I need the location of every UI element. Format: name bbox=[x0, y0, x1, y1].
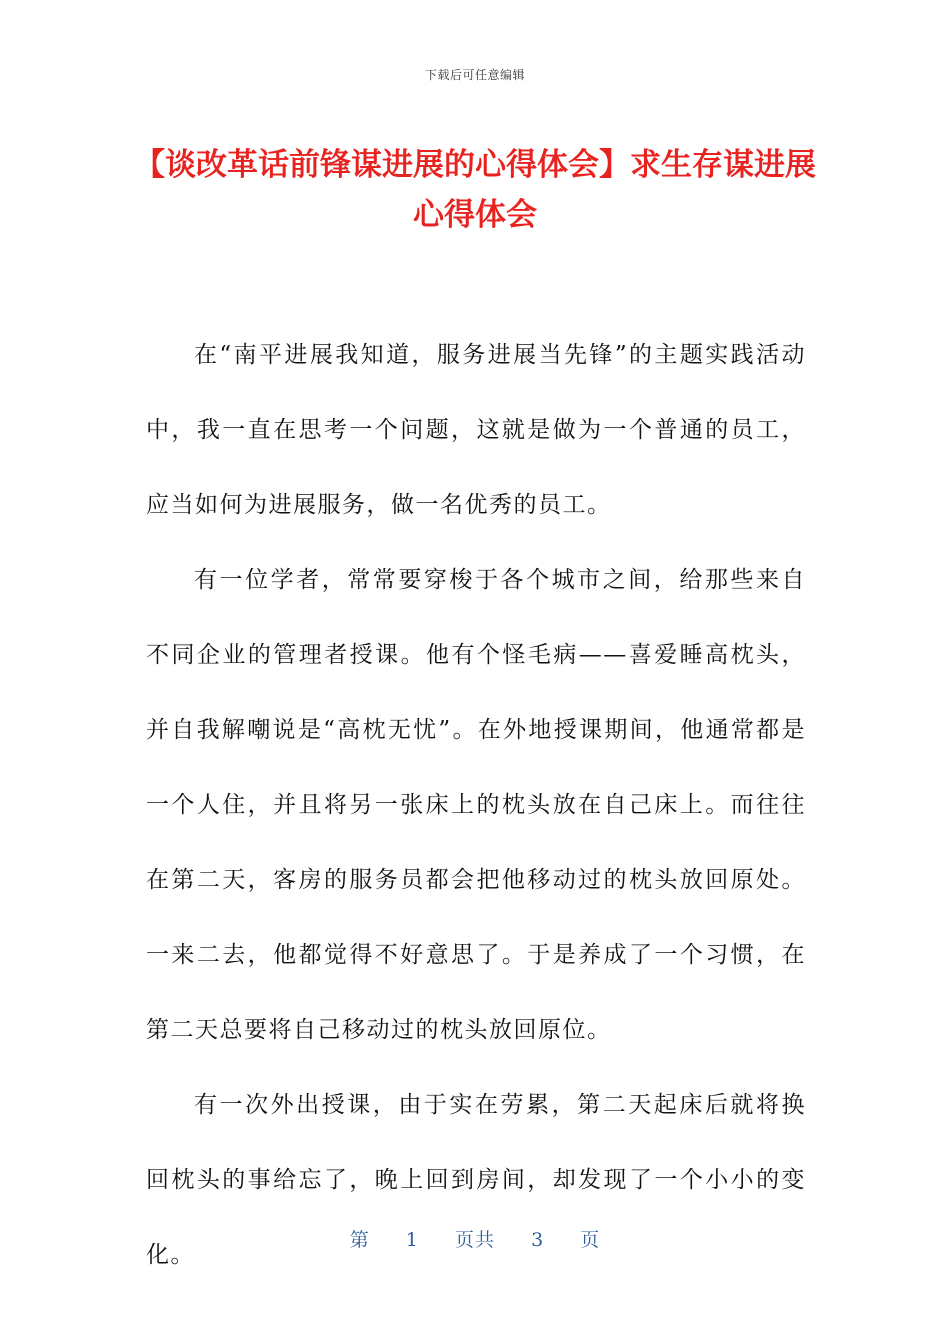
footer-prefix: 第 bbox=[349, 1229, 370, 1251]
paragraph: 在“南平进展我知道，服务进展当先锋”的主题实践活动中，我一直在思考一个问题，这就是做为一个普通的员工，应当如何为进展服务，做一名优秀的员工。 bbox=[146, 342, 806, 518]
document-body bbox=[146, 318, 806, 1293]
footer-middle: 页共 bbox=[454, 1229, 495, 1251]
current-page-number: 1 bbox=[405, 1229, 419, 1251]
document-title: 【谈改革话前锋谋进展的心得体会】求生存谋进展心得体会 bbox=[134, 147, 816, 233]
header-note: 下载后可任意编辑 bbox=[424, 68, 525, 82]
page-footer bbox=[0, 1225, 950, 1252]
footer-suffix: 页 bbox=[580, 1229, 601, 1251]
paragraph: 有一位学者，常常要穿梭于各个城市之间，给那些来自不同企业的管理者授课。他有个怪毛病——喜爱睡高枕头，并自我解嘲说是“高枕无忧”。在外地授课期间，他通常都是一个人住，并且将另一张床上的枕头放在自己床上。而往往在第二天，客房的服务员都会把他移动过的枕头放回原处。一来二去，他都觉得不好意思了。于是养成了一个习惯，在第二天总要将自己移动过的枕头放回原位。 bbox=[146, 567, 806, 1043]
total-pages-number: 3 bbox=[531, 1229, 545, 1251]
paragraph: 有一次外出授课，由于实在劳累，第二天起床后就将换回枕头的事给忘了，晚上回到房间，却发现了一个小小的变化。 bbox=[146, 1092, 806, 1268]
